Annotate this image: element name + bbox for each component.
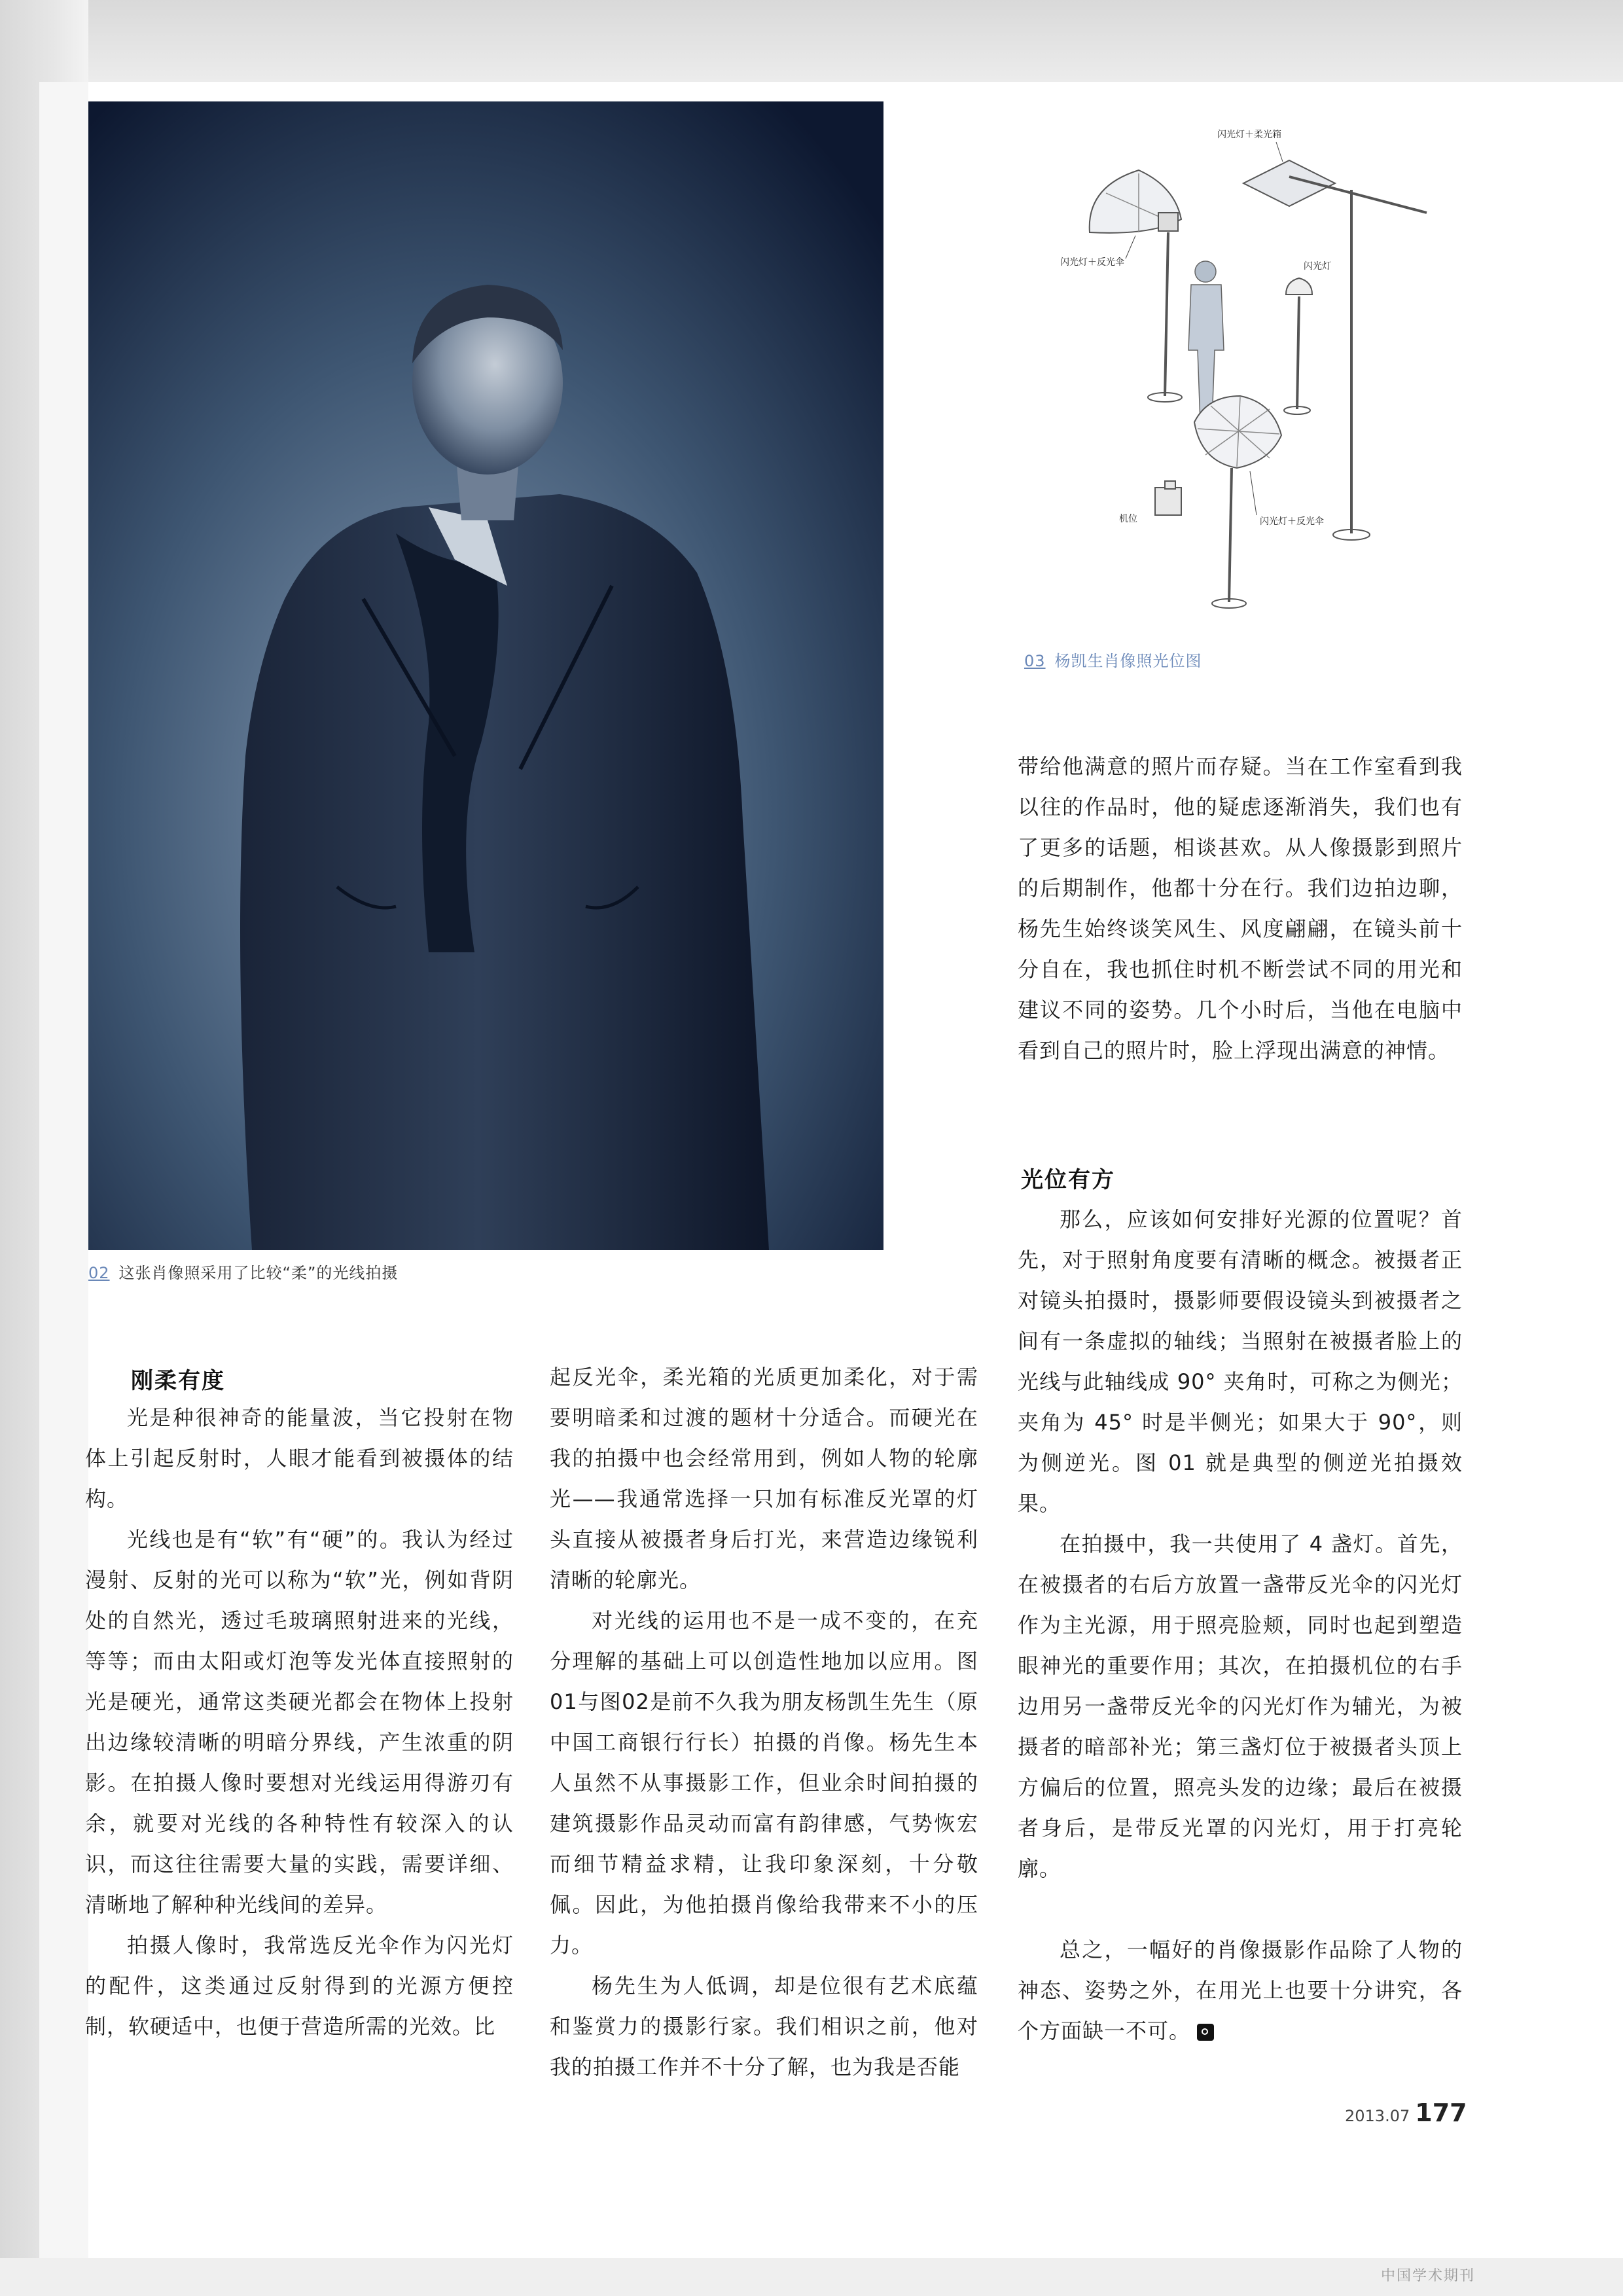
watermark: 中国学术期刊 xyxy=(1381,2268,1476,2284)
label-flash: 闪光灯 xyxy=(1304,261,1331,272)
page-folio xyxy=(1345,2098,1467,2127)
col1-paragraph-2: 光线也是有“软”有“硬”的。我认为经过漫射、反射的光可以称为“软”光，例如背阴处的自然光，透过毛玻璃照射进来的光线，等等；而由太阳或灯泡等发光体直接照射的光是硬光，通常这类硬光都会在物体上投射出边缘较清晰的明暗分界线，产生浓重的阴影。在拍摄人像时要想对光线运用得游刃有余，就要对光线的各种特性有较深入的认识，而这往往需要大量的实践，需要详细、清晰地了解种种光线间的差异。 xyxy=(85,1527,514,1917)
column-3-bottom xyxy=(1018,1199,1463,2051)
col3-paragraph-4 xyxy=(1018,1929,1463,2051)
col3-paragraph-3: 在拍摄中，我一共使用了 4 盏灯。首先，在被摄者的右后方放置一盏带反光伞的闪光灯作为主光源，用于照亮脸颊，同时也起到塑造眼神光的重要作用；其次，在拍摄机位的右手边用另一盏带反光伞的闪光灯作为辅光，为被摄者的暗部补光；第三盏灯位于被摄者头顶上方偏后的位置，照亮头发的边缘；最后在被摄者身后，是带反光罩的闪光灯，用于打亮轮廓。 xyxy=(1018,1532,1463,1881)
column-2 xyxy=(550,1357,978,2087)
diagram-caption xyxy=(1024,648,1202,671)
photo-caption xyxy=(88,1260,398,1283)
photo-caption-number: 02 xyxy=(88,1264,110,1282)
col2-paragraph-1: 起反光伞，柔光箱的光质更加柔化，对于需要明暗柔和过渡的题材十分适合。而硬光在我的拍摄中也会经常用到，例如人物的轮廓光——我通常选择一只加有标准反光罩的灯头直接从被摄者身后打光，来营造边缘锐利清晰的轮廓光。 xyxy=(550,1365,978,1592)
scan-page-strip xyxy=(39,82,88,2258)
umbrella-light-right xyxy=(1194,396,1281,608)
col1-paragraph-3: 拍摄人像时，我常选反光伞作为闪光灯的配件，这类通过反射得到的光源方便控制，软硬适中，也便于营造所需的光效。比 xyxy=(85,1933,514,2039)
hair-light xyxy=(1284,278,1312,414)
scan-top-edge xyxy=(0,0,1623,82)
column-1 xyxy=(85,1397,514,2047)
section-heading-1: 刚柔有度 xyxy=(131,1368,225,1394)
article-end-icon xyxy=(1197,2024,1214,2041)
col1-paragraph-1: 光是种很神奇的能量波，当它投射在物体上引起反射时，人眼才能看到被摄体的结构。 xyxy=(85,1405,514,1511)
label-flash-umbrella-right: 闪光灯＋反光伞 xyxy=(1260,516,1324,527)
col2-paragraph-2: 对光线的运用也不是一成不变的，在充分理解的基础上可以创造性地加以应用。图01与图02是前不久我为朋友杨凯生先生（原中国工商银行行长）拍摄的肖像。杨先生本人虽然不从事摄影工作，但业余时间拍摄的建筑摄影作品灵动而富有韵律感，气势恢宏而细节精益求精，让我印象深刻，十分敬佩。因此，为他拍摄肖像给我带来不小的压力。 xyxy=(550,1608,978,1958)
label-flash-softbox: 闪光灯＋柔光箱 xyxy=(1217,130,1281,140)
page-number: 177 xyxy=(1415,2098,1467,2127)
label-camera: 机位 xyxy=(1119,514,1137,524)
photo-caption-text: 这张肖像照采用了比较“柔”的光线拍摄 xyxy=(118,1264,399,1282)
umbrella-light-left xyxy=(1090,170,1182,402)
col3-paragraph-4-text: 总之，一幅好的肖像摄影作品除了人物的神态、姿势之外，在用光上也要十分讲究，各个方面缺一不可。 xyxy=(1018,1937,1463,2043)
diagram-caption-number: 03 xyxy=(1024,652,1046,670)
scan-bottom-edge xyxy=(0,2258,1623,2296)
subject-figure xyxy=(1188,261,1224,422)
col3-paragraph-1: 带给他满意的照片而存疑。当在工作室看到我以往的作品时，他的疑虑逐渐消失，我们也有了更多的话题，相谈甚欢。从人像摄影到照片的后期制作，他都十分在行。我们边拍边聊，杨先生始终谈笑风生、风度翩翩，在镜头前十分自在，我也抓住时机不断尝试不同的用光和建议不同的姿势。几个小时后，当他在电脑中看到自己的照片时，脸上浮现出满意的神情。 xyxy=(1018,754,1463,1063)
label-flash-umbrella-left: 闪光灯＋反光伞 xyxy=(1060,257,1124,268)
lighting-diagram xyxy=(1060,115,1466,632)
column-3-top xyxy=(1018,746,1463,1071)
portrait-photo xyxy=(88,101,883,1250)
diagram-caption-text: 杨凯生肖像照光位图 xyxy=(1054,652,1202,670)
softbox-light xyxy=(1243,160,1427,540)
camera-position xyxy=(1155,481,1181,515)
col2-paragraph-3: 杨先生为人低调，却是位很有艺术底蕴和鉴赏力的摄影行家。我们相识之前，他对我的拍摄工作并不十分了解，也为我是否能 xyxy=(550,1973,978,2079)
section-heading-2: 光位有方 xyxy=(1021,1167,1115,1193)
issue-date: 2013.07 xyxy=(1345,2107,1410,2125)
col3-paragraph-2: 那么，应该如何安排好光源的位置呢？首先，对于照射角度要有清晰的概念。被摄者正对镜头拍摄时，摄影师要假设镜头到被摄者之间有一条虚拟的轴线；当照射在被摄者脸上的光线与此轴线成 90° 夹角时，可称之为侧光；夹角为 45° 时是半侧光；如果大于 90°，则为侧逆光。图 01 就是典型的侧逆光拍摄效果。 xyxy=(1018,1207,1463,1516)
